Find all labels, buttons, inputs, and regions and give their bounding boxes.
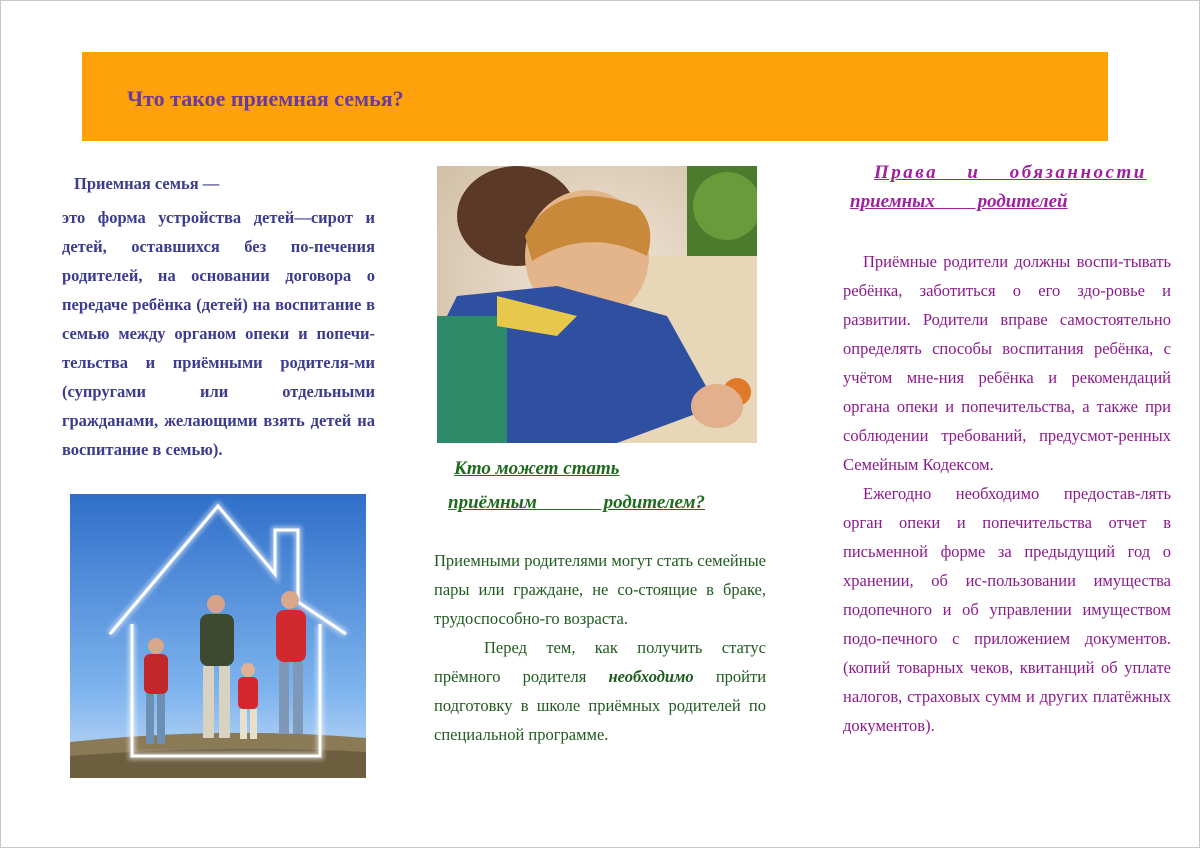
who-can-heading-line2: приёмным родителем? xyxy=(448,492,706,513)
page-title: Что такое приемная семья? xyxy=(127,86,404,111)
who-can-heading-line1: Кто может стать xyxy=(454,458,620,479)
rights-heading-line2: приемных родителей xyxy=(850,191,1068,212)
who-can-paragraph-2 xyxy=(434,633,766,749)
who-can-paragraph-1: Приемными родителями могут стать семейные пары или граждане, не со-стоящие в браке, трудоспособно-го возраста. xyxy=(434,551,766,628)
rights-heading-line1: Права и обязанности xyxy=(874,162,1147,183)
title-banner xyxy=(82,52,1108,141)
who-can-text xyxy=(434,546,766,749)
rights-text xyxy=(843,247,1171,740)
who-can-heading xyxy=(448,452,748,520)
family-house-photo xyxy=(70,494,366,778)
rights-heading xyxy=(850,158,1172,216)
intro-heading: Приемная семья — xyxy=(74,174,220,193)
child-hug-photo xyxy=(437,166,757,443)
who-can-paragraph-2-end: пройти подготовку в школе приёмных родителей по специальной программе. xyxy=(434,667,767,744)
rights-paragraph-2: Ежегодно необходимо предостав-лять орган опеки и попечительства отчет в письменной форме за предыдущий год о хранении, об ис-пользовании имущества подопечного и об управлении имуществом подо-печного с приложением документов. (копий товарных чеков, квитанций об уплате налогов, страховых сумм и других платёжных документов). xyxy=(843,484,1171,735)
rights-paragraph-1: Приёмные родители должны воспи-тывать ребёнка, заботиться о его здо-ровье и развитии. Родители вправе самостоятельно определять способы воспитания ребёнка, с учётом мне-ния ребёнка и рекомендаций органа опеки и попечительства, а также при соблюдении требований, предусмот-ренных Семейным Кодексом. xyxy=(843,252,1171,474)
who-can-emphasis: необходимо xyxy=(608,667,694,686)
who-can-paragraph-2-start: Перед тем, как получить статус прёмного родителя xyxy=(434,638,766,686)
definition-text: это форма устройства детей—сирот и детей, оставшихся без по-печения родителей, на основании договора о передаче ребёнка (детей) на воспитание в семью между органом опеки и попечи-тельства и приёмными родителя-ми (супругами или отдельными гражданами, желающими взять детей на воспитание в семью). xyxy=(62,208,375,459)
